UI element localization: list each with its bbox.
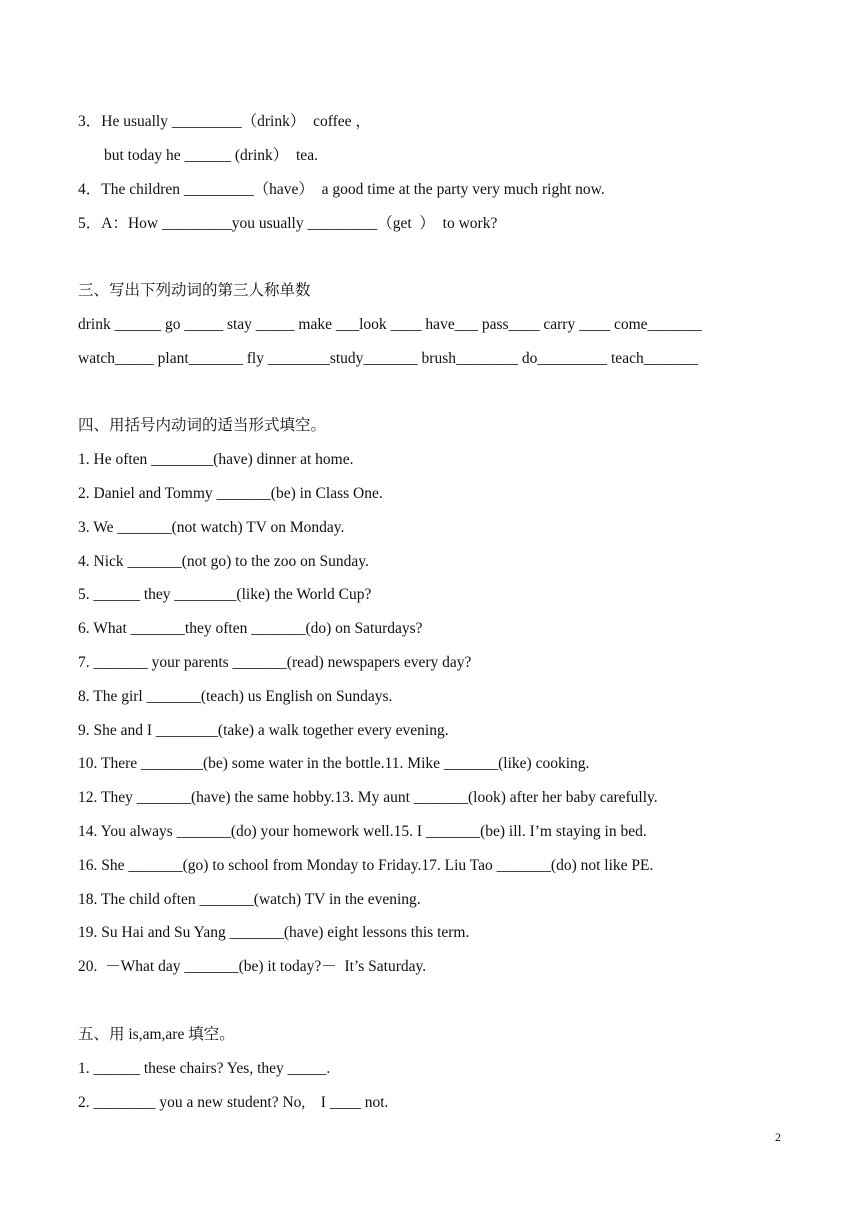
- exercise-line: 5．A：How _________you usually _________（get ） to work?: [78, 215, 498, 232]
- exercise-line: 2. ________ you a new student? No, I ____ not.: [78, 1094, 389, 1111]
- exercise-line: 8. The girl _______(teach) us English on Sundays.: [78, 688, 393, 705]
- section-heading: 五、用 is,am,are 填空。: [78, 1026, 235, 1043]
- exercise-line: but today he ______ (drink） tea.: [104, 147, 318, 164]
- exercise-line: 3．He usually _________（drink） coffee ，: [78, 113, 371, 130]
- exercise-line: 16. She _______(go) to school from Monday to Friday.17. Liu Tao _______(do) not like PE.: [78, 857, 654, 874]
- exercise-line: 7. _______ your parents _______(read) newspapers every day?: [78, 654, 472, 671]
- exercise-line: 5. ______ they ________(like) the World Cup?: [78, 586, 372, 603]
- exercise-line: 4．The children _________（have） a good time at the party very much right now.: [78, 181, 605, 198]
- exercise-line: 9. She and I ________(take) a walk together every evening.: [78, 722, 449, 739]
- exercise-line: 10. There ________(be) some water in the bottle.11. Mike _______(like) cooking.: [78, 755, 590, 772]
- section-heading: 四、用括号内动词的适当形式填空。: [78, 417, 327, 434]
- exercise-line: 20. －What day _______(be) it today?－ It’s Saturday.: [78, 958, 427, 975]
- exercise-line: 2. Daniel and Tommy _______(be) in Class One.: [78, 485, 383, 502]
- exercise-line: 3. We _______(not watch) TV on Monday.: [78, 519, 345, 536]
- exercise-line: 12. They _______(have) the same hobby.13. My aunt _______(look) after her baby carefully.: [78, 789, 658, 806]
- section-heading: 三、写出下列动词的第三人称单数: [78, 282, 311, 299]
- exercise-line: drink ______ go _____ stay _____ make ___look ____ have___ pass____ carry ____ come_______: [78, 316, 702, 333]
- exercise-line: 19. Su Hai and Su Yang _______(have) eight lessons this term.: [78, 924, 470, 941]
- exercise-line: 18. The child often _______(watch) TV in the evening.: [78, 891, 421, 908]
- exercise-line: 4. Nick _______(not go) to the zoo on Sunday.: [78, 553, 369, 570]
- exercise-line: 1. He often ________(have) dinner at home.: [78, 451, 354, 468]
- exercise-line: 14. You always _______(do) your homework well.15. I _______(be) ill. I’m staying in bed.: [78, 823, 647, 840]
- exercise-line: 6. What _______they often _______(do) on Saturdays?: [78, 620, 423, 637]
- page-number: 2: [775, 1130, 781, 1144]
- exercise-line: watch_____ plant_______ fly ________study_______ brush________ do_________ teach_______: [78, 350, 698, 367]
- exercise-line: 1. ______ these chairs? Yes, they _____.: [78, 1060, 331, 1077]
